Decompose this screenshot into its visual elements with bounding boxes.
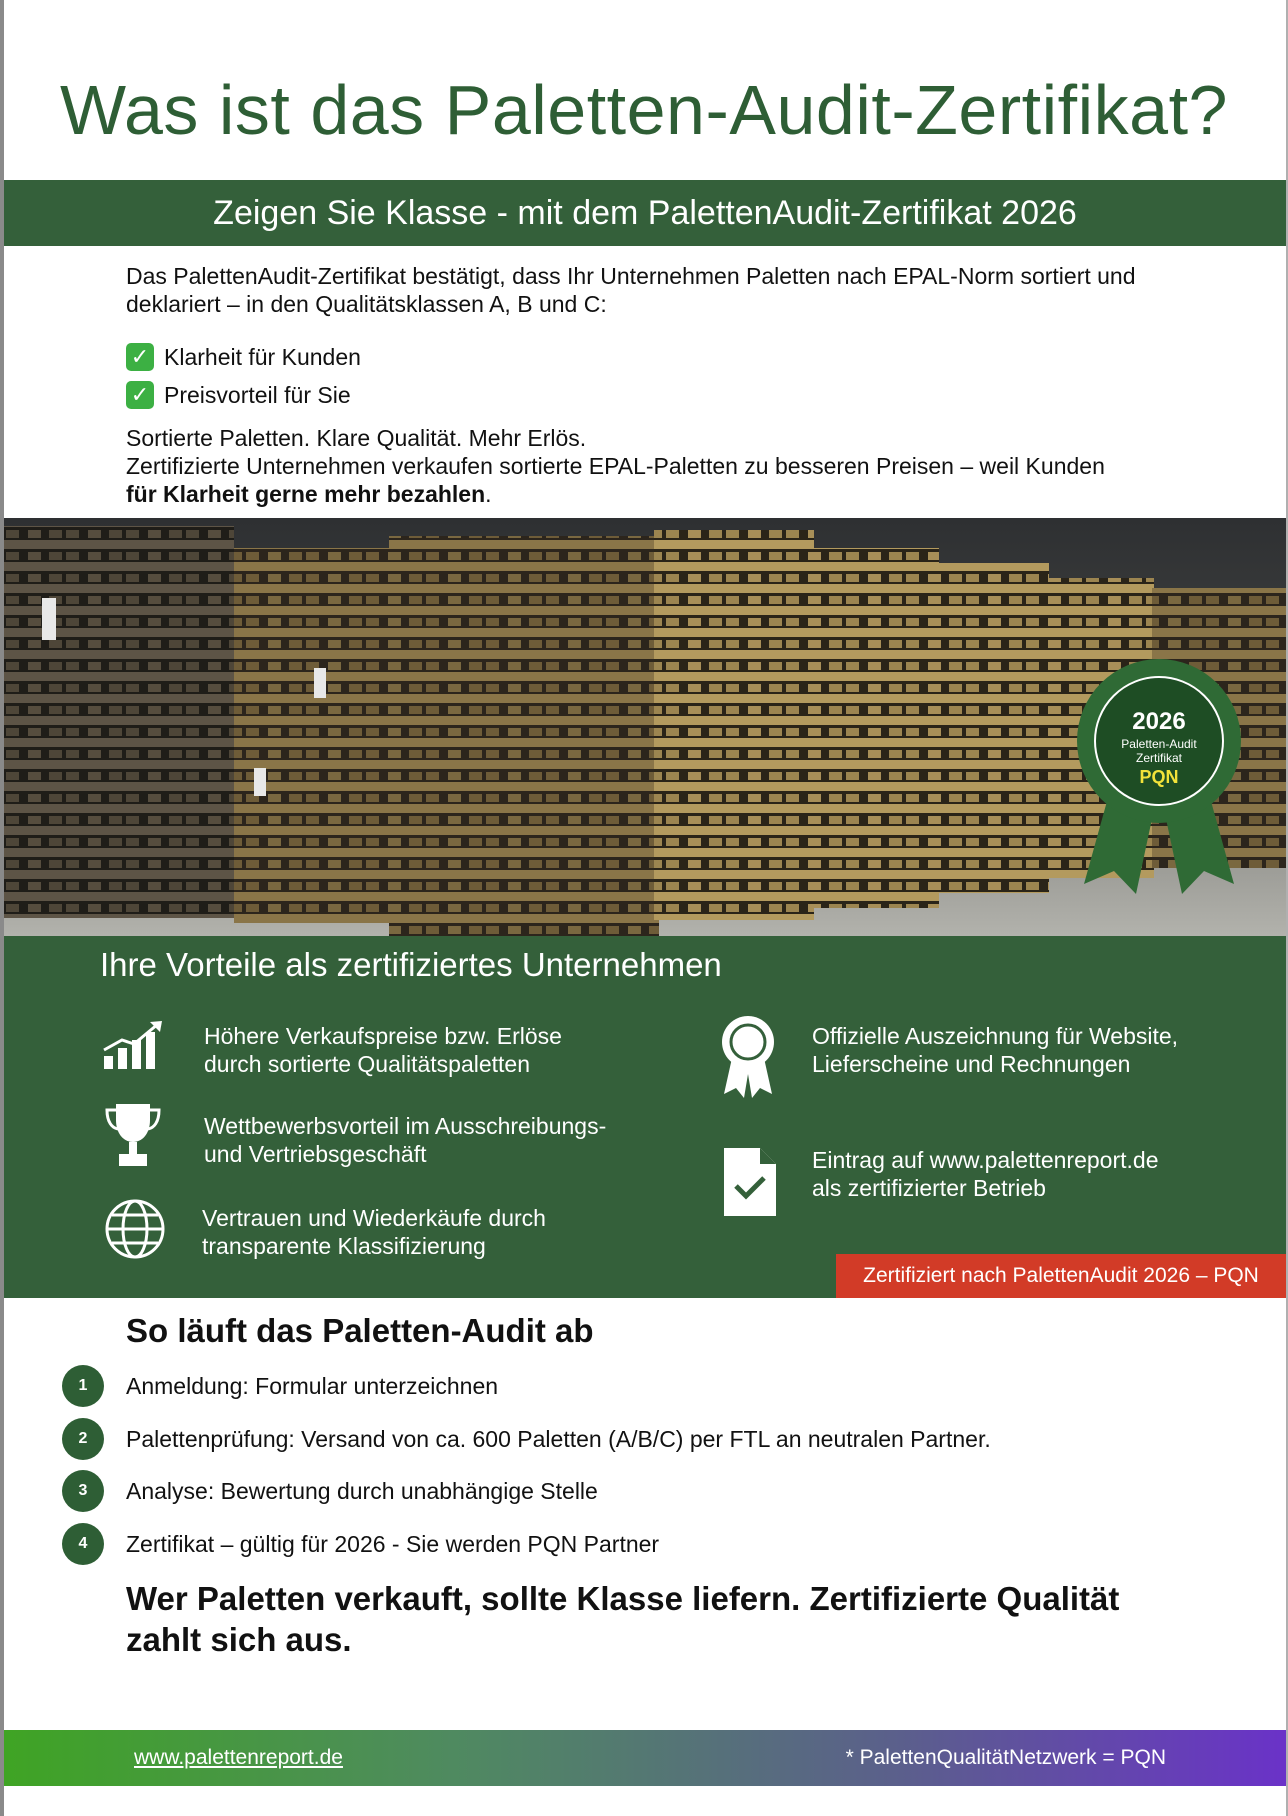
checkmark-icon: ✓ [126,343,154,371]
benefit-line: als zertifizierter Betrieb [812,1175,1046,1201]
step-number: 3 [62,1470,104,1512]
globe-icon [104,1198,166,1260]
pallet-stacks-photo [4,518,1286,936]
checkmark-icon: ✓ [126,381,154,409]
step-item [62,1470,598,1512]
seal-year: 2026 [1132,708,1186,735]
certificate-seal [1074,656,1244,896]
summary-bold: für Klarheit gerne mehr bezahlen [126,481,486,507]
document-check-icon [722,1146,778,1218]
check-item [126,376,361,414]
seal-line-1: Paletten-Audit [1121,737,1197,751]
benefit-line: durch sortierte Qualitätspaletten [204,1051,531,1077]
benefit-item [204,1112,606,1168]
seal-line-2: Zertifikat [1135,751,1183,765]
benefit-line: Höhere Verkaufspreise bzw. Erlöse [204,1023,562,1049]
step-item [62,1523,659,1565]
footer-bar [4,1730,1286,1786]
page-title: Was ist das Paletten-Audit-Zertifikat? [60,71,1228,149]
benefit-line: Wettbewerbsvorteil im Ausschreibungs- [204,1113,607,1139]
step-text: Anmeldung: Formular unterzeichnen [126,1372,499,1399]
check-item-label: Klarheit für Kunden [164,343,361,370]
step-number: 4 [62,1523,104,1565]
benefit-line: Eintrag auf www.palettenreport.de [812,1147,1159,1173]
footer-note: * PalettenQualitätNetzwerk = PQN [845,1746,1166,1769]
step-number: 1 [62,1365,104,1407]
benefits-title: Ihre Vorteile als zertifiziertes Unternehmen [100,946,722,983]
benefit-item [812,1146,1158,1202]
steps-title: So läuft das Paletten-Audit ab [126,1312,594,1349]
summary-line-1: Sortierte Paletten. Klare Qualität. Mehr Erlös. [126,425,587,451]
summary-line-2: Zertifizierte Unternehmen verkaufen sortierte EPAL-Paletten zu besseren Preisen – weil Kunden [126,453,1105,479]
benefit-line: und Vertriebsgeschäft [204,1141,427,1167]
certification-badge: Zertifiziert nach PalettenAudit 2026 – PQN [836,1254,1286,1298]
check-item-label: Preisvorteil für Sie [164,381,351,408]
benefit-line: transparente Klassifizierung [202,1233,486,1259]
step-item [62,1365,498,1407]
website-link[interactable]: www.palettenreport.de [134,1746,343,1769]
trophy-icon [104,1102,162,1168]
benefit-item [202,1204,546,1260]
step-text: Analyse: Bewertung durch unabhängige Stelle [126,1477,598,1504]
benefit-item [812,1022,1178,1078]
benefit-line: Vertrauen und Wiederkäufe durch [202,1205,546,1231]
closing-statement: Wer Paletten verkauft, sollte Klasse liefern. Zertifizierte Qualität zahlt sich aus. [126,1580,1120,1658]
summary-text [126,424,1206,508]
check-list [126,338,361,414]
benefit-line: Offizielle Auszeichnung für Website, [812,1023,1179,1049]
step-text: Palettenprüfung: Versand von ca. 600 Paletten (A/B/C) per FTL an neutralen Partner. [126,1425,991,1452]
step-text: Zertifikat – gültig für 2026 - Sie werden PQN Partner [126,1530,660,1557]
benefit-item [204,1022,562,1078]
check-item [126,338,361,376]
summary-line-3 [126,480,1206,508]
growth-chart-icon [102,1020,164,1070]
benefit-line: Lieferscheine und Rechnungen [812,1051,1131,1077]
benefits-section [4,936,1286,1298]
step-item [62,1418,991,1460]
intro-text: Das PalettenAudit-Zertifikat bestätigt, dass Ihr Unternehmen Paletten nach EPAL-Norm sortiert und deklariert – in den Qualitätsklassen A, B und C: [126,263,1136,317]
step-number: 2 [62,1418,104,1460]
headline-band: Zeigen Sie Klasse - mit dem PalettenAudit-Zertifikat 2026 [4,180,1286,246]
seal-brand: PQN [1139,767,1179,787]
summary-end: . [485,481,492,507]
award-rosette-icon [720,1014,776,1098]
